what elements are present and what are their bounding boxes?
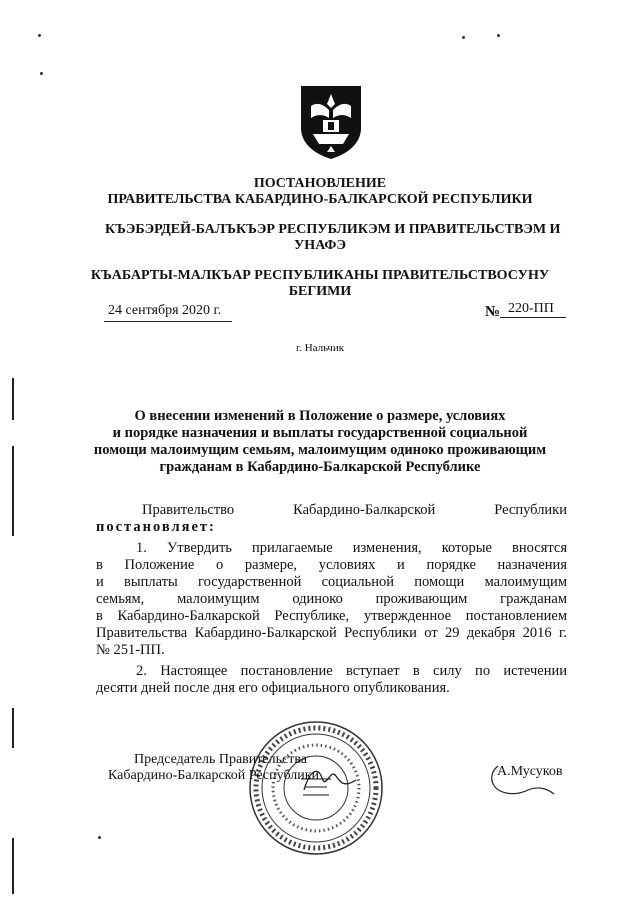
document-type: ПОСТАНОВЛЕНИЕ — [253, 176, 387, 191]
scan-speck — [497, 34, 500, 37]
document-title — [0, 408, 640, 476]
scan-speck — [38, 34, 41, 37]
scan-speck — [98, 836, 101, 839]
intro-word: Кабардино-Балкарской — [293, 502, 436, 518]
signatory-position-line1: Председатель Правительства — [134, 752, 307, 767]
margin-mark — [12, 838, 14, 894]
item2-line: десяти дней после дня его официального опубликования. — [96, 680, 450, 696]
item1-line: Правительства Кабардино-Балкарской Республики от 29 декабря 2016 г. — [96, 625, 567, 641]
item1-line: семьям, малоимущим одиноко проживающим гражданам — [96, 591, 567, 607]
document-date: 24 сентября 2020 г. — [108, 303, 222, 318]
number-sign: № — [485, 304, 501, 320]
title-line: помощи малоимущим семьям, малоимущим одиноко проживающим — [93, 442, 547, 458]
scan-speck — [40, 72, 43, 75]
handwritten-signature — [300, 760, 360, 800]
signatory-position-line2: Кабардино-Балкарской Республики — [108, 768, 319, 783]
title-line: О внесении изменений в Положение о размере, условиях — [134, 408, 506, 424]
title-line: и порядке назначения и выплаты государственной социальной — [112, 425, 528, 441]
date-underline — [104, 321, 232, 322]
intro-word: Правительство — [142, 502, 235, 518]
intro-word: Республики — [494, 502, 567, 518]
scan-speck — [462, 36, 465, 39]
item1-line: 1. Утвердить прилагаемые изменения, которые вносятся — [136, 540, 567, 556]
margin-mark — [12, 378, 14, 420]
margin-mark — [12, 446, 14, 536]
coat-of-arms-icon — [297, 84, 365, 160]
item1-line: в Кабардино-Балкарской Республике, утвержденное постановлением — [96, 608, 567, 624]
item1-line: и выплаты государственной социальной помощи малоимущим — [96, 574, 567, 590]
signatory-name: А.Мусуков — [497, 764, 563, 779]
title-line: гражданам в Кабардино-Балкарской Республике — [159, 459, 481, 475]
city: г. Нальчик — [295, 342, 345, 354]
number-underline — [500, 317, 566, 318]
document-number: 220-ПП — [508, 301, 554, 316]
issuing-authority-kab-line1: КЪЭБЭРДЕЙ-БАЛЪКЪЭР РЕСПУБЛИКЭМ И ПРАВИТЕЛЬСТВЭМ И — [105, 222, 561, 237]
item1-line: в Положение о размере, условиях и порядке назначения — [96, 557, 567, 573]
decree-word: постановляет: — [96, 519, 216, 535]
issuing-authority-bal-line2: БЕГИМИ — [288, 284, 352, 299]
issuing-authority-bal-line1: КЪАБАРТЫ-МАЛКЪАР РЕСПУБЛИКАНЫ ПРАВИТЕЛЬСТВОСУНУ — [90, 268, 550, 283]
item2-line: 2. Настоящее постановление вступает в силу по истечении — [136, 663, 567, 679]
intro-line — [142, 502, 567, 519]
issuing-authority-kab-line2: УНАФЭ — [294, 238, 346, 253]
margin-mark — [12, 708, 14, 748]
issuing-authority-ru: ПРАВИТЕЛЬСТВА КАБАРДИНО-БАЛКАРСКОЙ РЕСПУБЛИКИ — [107, 192, 533, 207]
item1-line: № 251-ПП. — [96, 642, 165, 658]
